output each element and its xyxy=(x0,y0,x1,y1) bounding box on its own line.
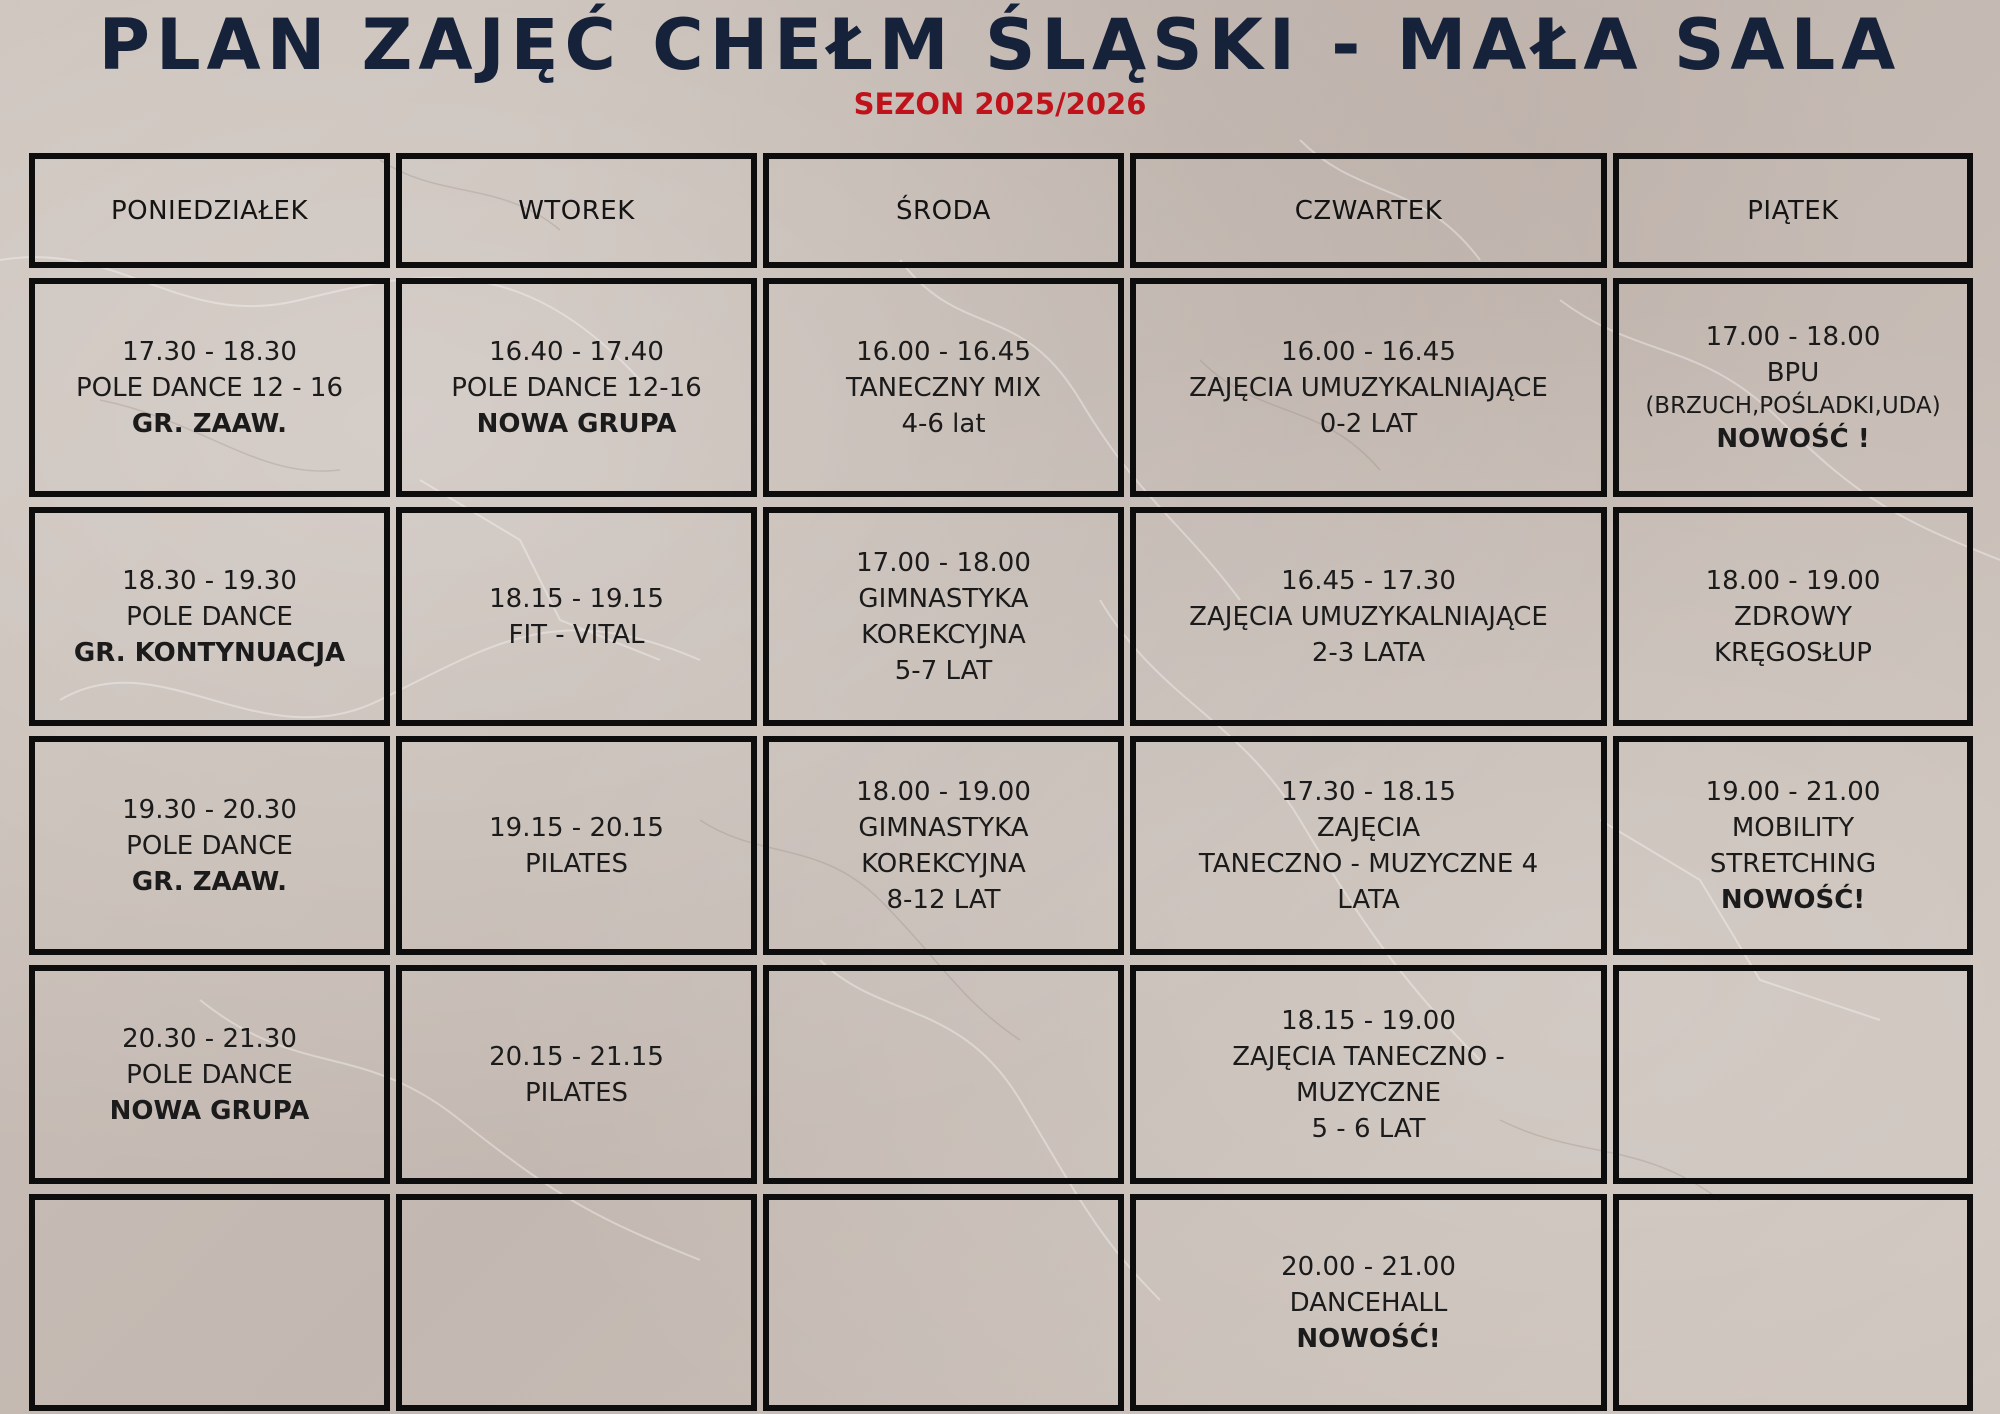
class-detail: BPU xyxy=(1766,357,1820,388)
class-time: 18.00 - 19.00 xyxy=(1705,565,1881,596)
class-slot xyxy=(29,507,390,726)
class-detail: ZAJĘCIA UMUZYKALNIAJĄCE xyxy=(1189,372,1548,403)
class-slot xyxy=(1613,736,1973,955)
class-detail: TANECZNY MIX xyxy=(846,372,1041,403)
class-slot xyxy=(29,965,390,1184)
class-time: 20.15 - 21.15 xyxy=(489,1041,664,1072)
class-detail: KOREKCYJNA xyxy=(861,619,1026,650)
day-header-wtorek: WTOREK xyxy=(396,153,757,268)
empty-class-slot xyxy=(763,1194,1124,1411)
empty-class-slot xyxy=(1613,1194,1973,1411)
class-detail: MUZYCZNE xyxy=(1295,1077,1442,1108)
class-detail: 8-12 LAT xyxy=(886,884,1001,915)
class-detail: GIMNASTYKA xyxy=(858,583,1029,614)
class-slot xyxy=(396,278,757,497)
class-detail: LATA xyxy=(1337,884,1400,915)
class-time: 19.00 - 21.00 xyxy=(1705,776,1881,807)
class-detail: PILATES xyxy=(524,848,628,879)
class-detail: POLE DANCE xyxy=(126,1059,293,1090)
class-detail: PILATES xyxy=(524,1077,628,1108)
class-time: 20.00 - 21.00 xyxy=(1281,1251,1456,1282)
class-time: 17.00 - 18.00 xyxy=(856,547,1031,578)
class-time: 19.15 - 20.15 xyxy=(489,812,664,843)
empty-class-slot xyxy=(29,1194,390,1411)
class-time: 18.15 - 19.00 xyxy=(1281,1005,1456,1036)
class-group-label: GR. KONTYNUACJA xyxy=(73,637,346,668)
class-slot xyxy=(1130,507,1607,726)
class-group-label: NOWA GRUPA xyxy=(476,408,677,439)
class-detail: 4-6 lat xyxy=(901,408,986,439)
class-slot xyxy=(1130,278,1607,497)
class-detail: ZDROWY xyxy=(1734,601,1852,632)
season-subtitle: SEZON 2025/2026 xyxy=(853,87,1147,121)
class-detail: FIT - VITAL xyxy=(508,619,645,650)
schedule-grid xyxy=(29,153,1973,1409)
class-slot xyxy=(1613,278,1973,497)
class-detail: POLE DANCE xyxy=(126,601,293,632)
class-time: 16.45 - 17.30 xyxy=(1281,565,1456,596)
class-slot xyxy=(396,507,757,726)
class-group-label: NOWOŚĆ ! xyxy=(1716,423,1870,454)
class-detail: MOBILITY xyxy=(1731,812,1855,843)
class-time: 16.00 - 16.45 xyxy=(856,336,1031,367)
class-detail: ZAJĘCIA UMUZYKALNIAJĄCE xyxy=(1189,601,1548,632)
class-time: 16.00 - 16.45 xyxy=(1281,336,1456,367)
class-detail: 0-2 LAT xyxy=(1319,408,1418,439)
class-note: (BRZUCH,POŚLADKI,UDA) xyxy=(1645,392,1941,419)
class-slot xyxy=(396,736,757,955)
class-detail: DANCEHALL xyxy=(1289,1287,1448,1318)
class-detail: GIMNASTYKA xyxy=(858,812,1029,843)
class-time: 19.30 - 20.30 xyxy=(122,794,297,825)
class-group-label: GR. ZAAW. xyxy=(131,408,288,439)
empty-class-slot xyxy=(763,965,1124,1184)
class-detail: 5 - 6 LAT xyxy=(1311,1113,1426,1144)
class-slot xyxy=(763,507,1124,726)
page-title: PLAN ZAJĘĆ CHEŁM ŚLĄSKI - MAŁA SALA xyxy=(98,4,1902,86)
class-detail: TANECZNO - MUZYCZNE 4 xyxy=(1198,848,1539,879)
class-detail: 5-7 LAT xyxy=(894,655,993,686)
day-header-czwartek: CZWARTEK xyxy=(1130,153,1607,268)
class-detail: ZAJĘCIA TANECZNO - xyxy=(1232,1041,1505,1072)
class-time: 17.30 - 18.30 xyxy=(122,336,297,367)
class-group-label: NOWA GRUPA xyxy=(109,1095,310,1126)
class-detail: STRETCHING xyxy=(1709,848,1877,879)
class-time: 18.30 - 19.30 xyxy=(122,565,297,596)
class-slot xyxy=(763,736,1124,955)
empty-class-slot xyxy=(1613,965,1973,1184)
class-group-label: NOWOŚĆ! xyxy=(1720,884,1866,915)
day-header-poniedzialek: PONIEDZIAŁEK xyxy=(29,153,390,268)
class-group-label: GR. ZAAW. xyxy=(131,866,288,897)
class-time: 17.00 - 18.00 xyxy=(1705,321,1881,352)
class-time: 17.30 - 18.15 xyxy=(1281,776,1456,807)
class-slot xyxy=(1130,965,1607,1184)
class-slot xyxy=(29,278,390,497)
class-detail: ZAJĘCIA xyxy=(1316,812,1421,843)
class-detail: KRĘGOSŁUP xyxy=(1714,637,1872,668)
day-header-sroda: ŚRODA xyxy=(763,153,1124,268)
class-time: 20.30 - 21.30 xyxy=(122,1023,297,1054)
class-time: 18.15 - 19.15 xyxy=(489,583,664,614)
class-detail: POLE DANCE 12 - 16 xyxy=(75,372,344,403)
empty-class-slot xyxy=(396,1194,757,1411)
class-detail: KOREKCYJNA xyxy=(861,848,1026,879)
class-detail: POLE DANCE 12-16 xyxy=(451,372,702,403)
class-slot xyxy=(763,278,1124,497)
class-time: 16.40 - 17.40 xyxy=(489,336,664,367)
class-slot xyxy=(396,965,757,1184)
class-detail: POLE DANCE xyxy=(126,830,293,861)
class-slot xyxy=(1130,736,1607,955)
day-header-piatek: PIĄTEK xyxy=(1613,153,1973,268)
class-slot xyxy=(29,736,390,955)
class-slot xyxy=(1130,1194,1607,1411)
class-slot xyxy=(1613,507,1973,726)
class-time: 18.00 - 19.00 xyxy=(856,776,1031,807)
class-detail: 2-3 LATA xyxy=(1311,637,1426,668)
class-group-label: NOWOŚĆ! xyxy=(1296,1323,1441,1354)
